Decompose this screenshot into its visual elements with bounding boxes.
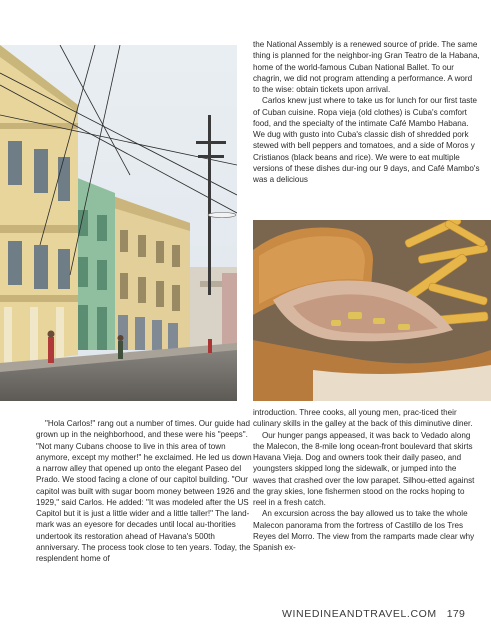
footer-site-url: WINEDINEANDTRAVEL.COM bbox=[282, 608, 437, 620]
article-column-right-bottom bbox=[253, 407, 480, 553]
street-photo bbox=[0, 45, 237, 401]
article-paragraph: "Hola Carlos!" rang out a number of times. Our guide had grown up in the neighborhood, and these were his "peeps". "Not many Cubans choose to live in this area of town anymore, except my mother!" he exclaimed. He led us down a narrow alley that opened up onto the elegant Paseo del Prado. We stood facing a clone of our capitol building. "Our capitol was built with sugar boom money between 1926 and 1929," said Carlos. He added: "It was modeled after the US Capitol but it is just a little wider and a little taller!" The land-mark was an eyesore for decades until local au-thorities undertook its restoration ahead of Havana's 500th anniversary. The process took close to ten years. Today, the resplendent home of bbox=[36, 419, 252, 563]
article-paragraph: introduction. Three cooks, all young men, prac-ticed their culinary skills in the galley at the back of this diminutive diner. bbox=[253, 408, 473, 429]
article-column-right-top bbox=[253, 39, 480, 185]
article-paragraph: the National Assembly is a renewed source of pride. The same thing is planned for the neighbor-ing Gran Teatro de la Habana, home of the world-famous Cuban National Ballet. To our chagrin, we did not program attending a performance. A word to the wise: obtain tickets upon arrival. bbox=[253, 40, 480, 94]
article-paragraph: An excursion across the bay allowed us to take the whole Malecon panorama from the fortress of Castillo de los Tres Reyes del Morro. The view from the ramparts made clear why Spanish ex- bbox=[253, 509, 475, 552]
sandwich-photo bbox=[253, 220, 491, 401]
page-footer bbox=[282, 608, 465, 620]
article-paragraph: Carlos knew just where to take us for lunch for our first taste of Cuban cuisine. Ropa vieja (old clothes) is Cuba's comfort food, and the specialty of the intimate Café Mambo Habana. We dug with gusto into Cuba's classic dish of shredded pork stewed with bell peppers and tomatoes, and a side of Moros y Cristianos (black beans and rice). We were to eat multiple versions of these dishes dur-ing our 9 days, and Café Mambo's was a delicious bbox=[253, 96, 480, 184]
article-column-left-bottom bbox=[36, 418, 253, 564]
article-paragraph: Our hunger pangs appeased, it was back to Vedado along the Malecon, the 8-mile long ocean-front boulevard that skirts Havana Vieja. Dog and owners took their daily paseo, and youngsters skipped long the sidewalk, or jumped into the waves that crashed over the low parapet. Silhou-etted against the gray skies, lone fishermen stood on the rocks hoping to reel in a fresh catch. bbox=[253, 430, 475, 507]
page-number: 179 bbox=[446, 608, 466, 620]
